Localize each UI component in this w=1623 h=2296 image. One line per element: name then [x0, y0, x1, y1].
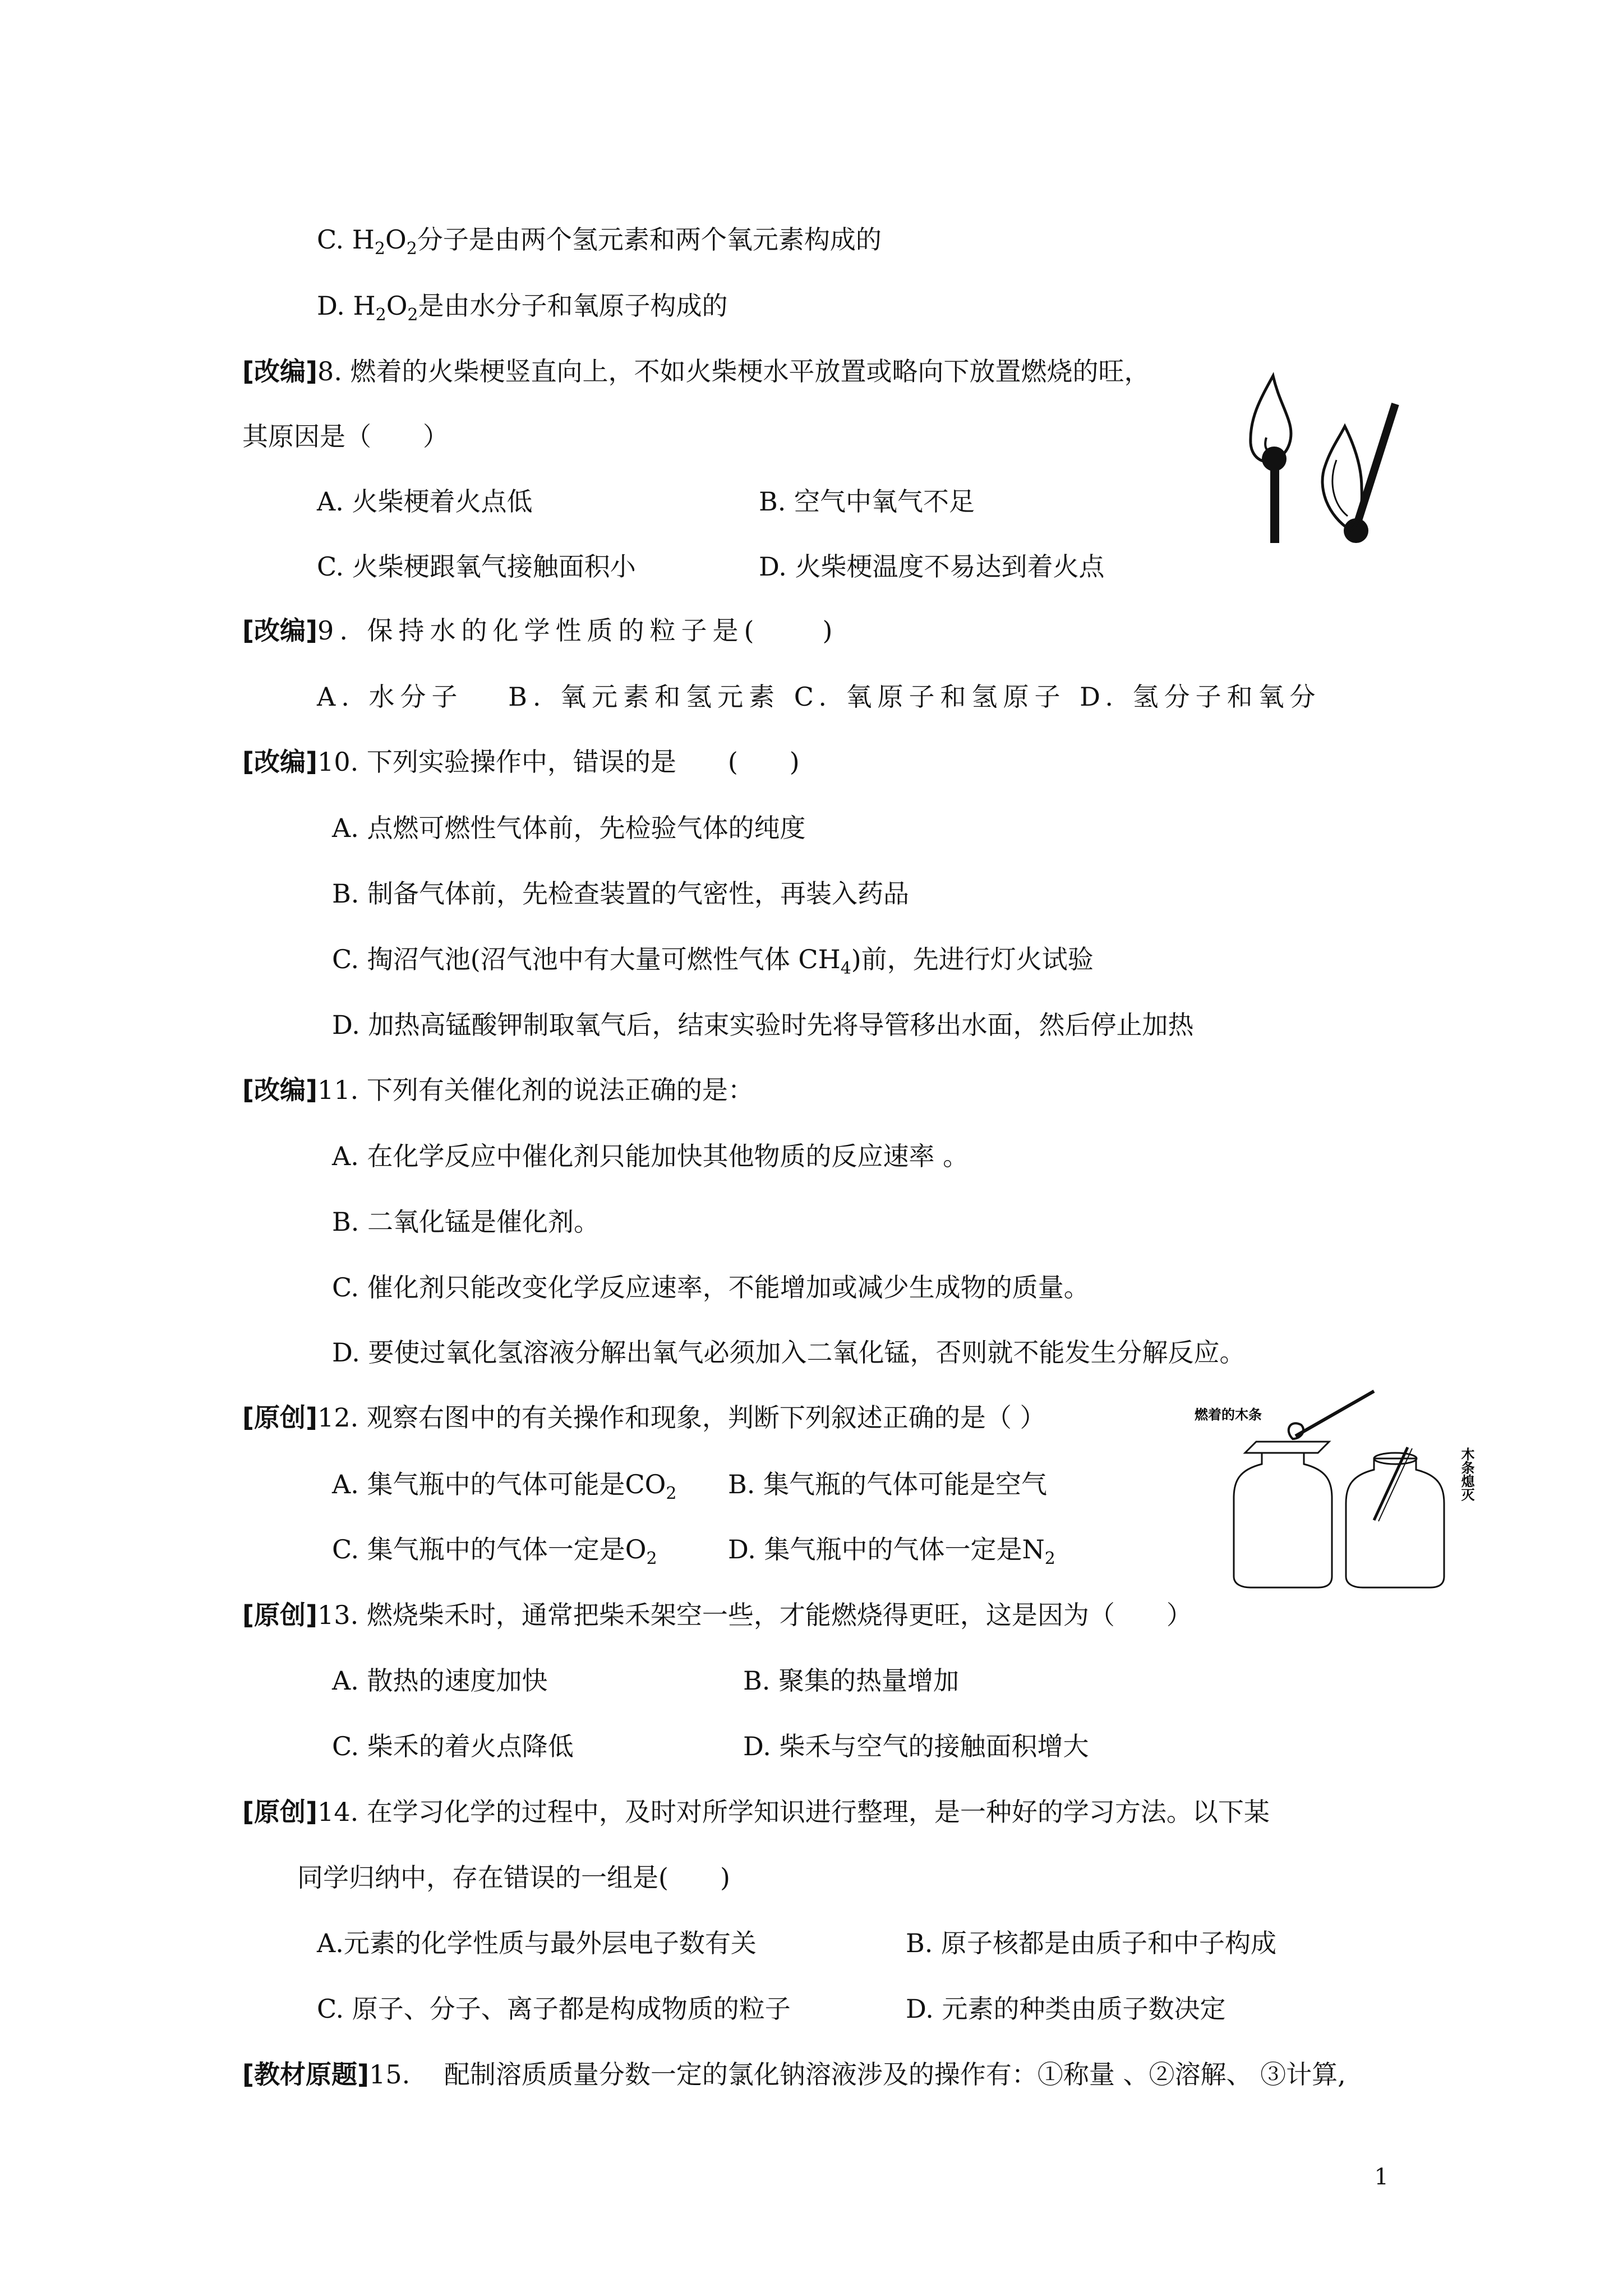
q11-option-b: B. 二氧化锰是催化剂。 [332, 1207, 600, 1237]
q7-option-d: D. $H_2O_2$是由水分子和氧原子构成的 [317, 291, 728, 325]
q10-option-c: C. 掏沼气池(沼气池中有大量可燃性气体 $CH_4$)前，先进行灯火试验 [332, 944, 1094, 978]
figure-label-burning-stick: 燃着的木条 [1195, 1407, 1262, 1423]
q10-option-b: B. 制备气体前，先检查装置的气密性，再装入药品 [332, 878, 910, 909]
gas-jar-figure [1189, 1386, 1503, 1599]
q11-option-d: D. 要使过氧化氢溶液分解出氧气必须加入二氧化锰，否则就不能发生分解反应。 [332, 1337, 1246, 1368]
q10-option-d: D. 加热高锰酸钾制取氧气后，结束实验时先将导管移出水面，然后停止加热 [332, 1010, 1194, 1040]
q14-option-c: C. 原子、分子、离子都是构成物质的粒子 [317, 1994, 791, 2024]
q13-option-d: D. 柴禾与空气的接触面积增大 [743, 1731, 1089, 1761]
q12-option-b: B. 集气瓶的气体可能是空气 [728, 1469, 1048, 1499]
q10-option-a: A. 点燃可燃性气体前，先检验气体的纯度 [332, 813, 806, 843]
q13-option-a: A. 散热的速度加快 [332, 1665, 548, 1696]
q8-stem: [改编]8. 燃着的火柴梗竖直向上，不如火柴梗水平放置或略向下放置燃烧的旺， [242, 356, 1150, 386]
q12-stem: [原创]12. 观察右图中的有关操作和现象，判断下列叙述正确的是（ ） [242, 1402, 1046, 1433]
q9-tag: [改编] [242, 615, 318, 646]
q14-option-a: A.元素的化学性质与最外层电子数有关 [317, 1928, 757, 1958]
q8-option-a: A. 火柴梗着火点低 [317, 486, 533, 517]
q11-tag: [改编] [242, 1075, 318, 1105]
q14-option-d: D. 元素的种类由质子数决定 [906, 1994, 1226, 2024]
q15-stem: [教材原题]15. 配制溶质质量分数一定的氯化钠溶液涉及的操作有：①称量 、②溶解、 ③计算, [242, 2059, 1346, 2090]
q8-option-b: B. 空气中氧气不足 [759, 486, 975, 517]
q14-stem: [原创]14. 在学习化学的过程中，及时对所学知识进行整理，是一种好的学习方法。以下某 [242, 1797, 1270, 1827]
q12-option-d: D. 集气瓶中的气体一定是$N_2$ [728, 1534, 1055, 1568]
figure-label-extinguished: 木条熄灭 [1459, 1447, 1474, 1501]
q10-tag: [改编] [242, 747, 318, 777]
q13-option-b: B. 聚集的热量增加 [743, 1665, 960, 1696]
q8-tag: [改编] [242, 356, 318, 386]
q8-option-d: D. 火柴梗温度不易达到着火点 [759, 551, 1105, 582]
q12-tag: [原创] [242, 1402, 318, 1433]
q8-stem-cont: 其原因是（ ） [242, 421, 449, 452]
q14-option-b: B. 原子核都是由质子和中子构成 [906, 1928, 1277, 1958]
q15-tag: [教材原题] [242, 2059, 370, 2090]
q14-stem-cont: 同学归纳中，存在错误的一组是( ) [297, 1862, 730, 1893]
q11-stem: [改编]11. 下列有关催化剂的说法正确的是： [242, 1075, 754, 1105]
q11-option-a: A. 在化学反应中催化剂只能加快其他物质的反应速率 。 [332, 1141, 969, 1171]
page-number: 1 [1374, 2164, 1389, 2190]
q10-stem: [改编]10. 下列实验操作中，错误的是 ( ) [242, 747, 800, 777]
q7-option-c: C. $H_2O_2$分子是由两个氢元素和两个氧元素构成的 [317, 224, 882, 259]
q9-options: A. 水分子 B. 氧元素和氢元素 C. 氧原子和氢原子 D. 氢分子和氧分 [317, 682, 1321, 712]
q8-option-c: C. 火柴梗跟氧气接触面积小 [317, 551, 636, 582]
q12-option-a: A. 集气瓶中的气体可能是$CO_2$ [332, 1469, 677, 1503]
q14-tag: [原创] [242, 1797, 318, 1827]
matchstick-figure [1244, 365, 1423, 550]
q11-option-c: C. 催化剂只能改变化学反应速率，不能增加或减少生成物的质量。 [332, 1272, 1090, 1303]
q13-option-c: C. 柴禾的着火点降低 [332, 1731, 574, 1761]
q9-stem: [改编]9. 保持水的化学性质的粒子是( ) [242, 615, 838, 646]
q12-option-c: C. 集气瓶中的气体一定是$O_2$ [332, 1534, 657, 1568]
q13-tag: [原创] [242, 1600, 318, 1630]
q13-stem: [原创]13. 燃烧柴禾时，通常把柴禾架空一些，才能燃烧得更旺，这是因为（ ） [242, 1600, 1192, 1630]
